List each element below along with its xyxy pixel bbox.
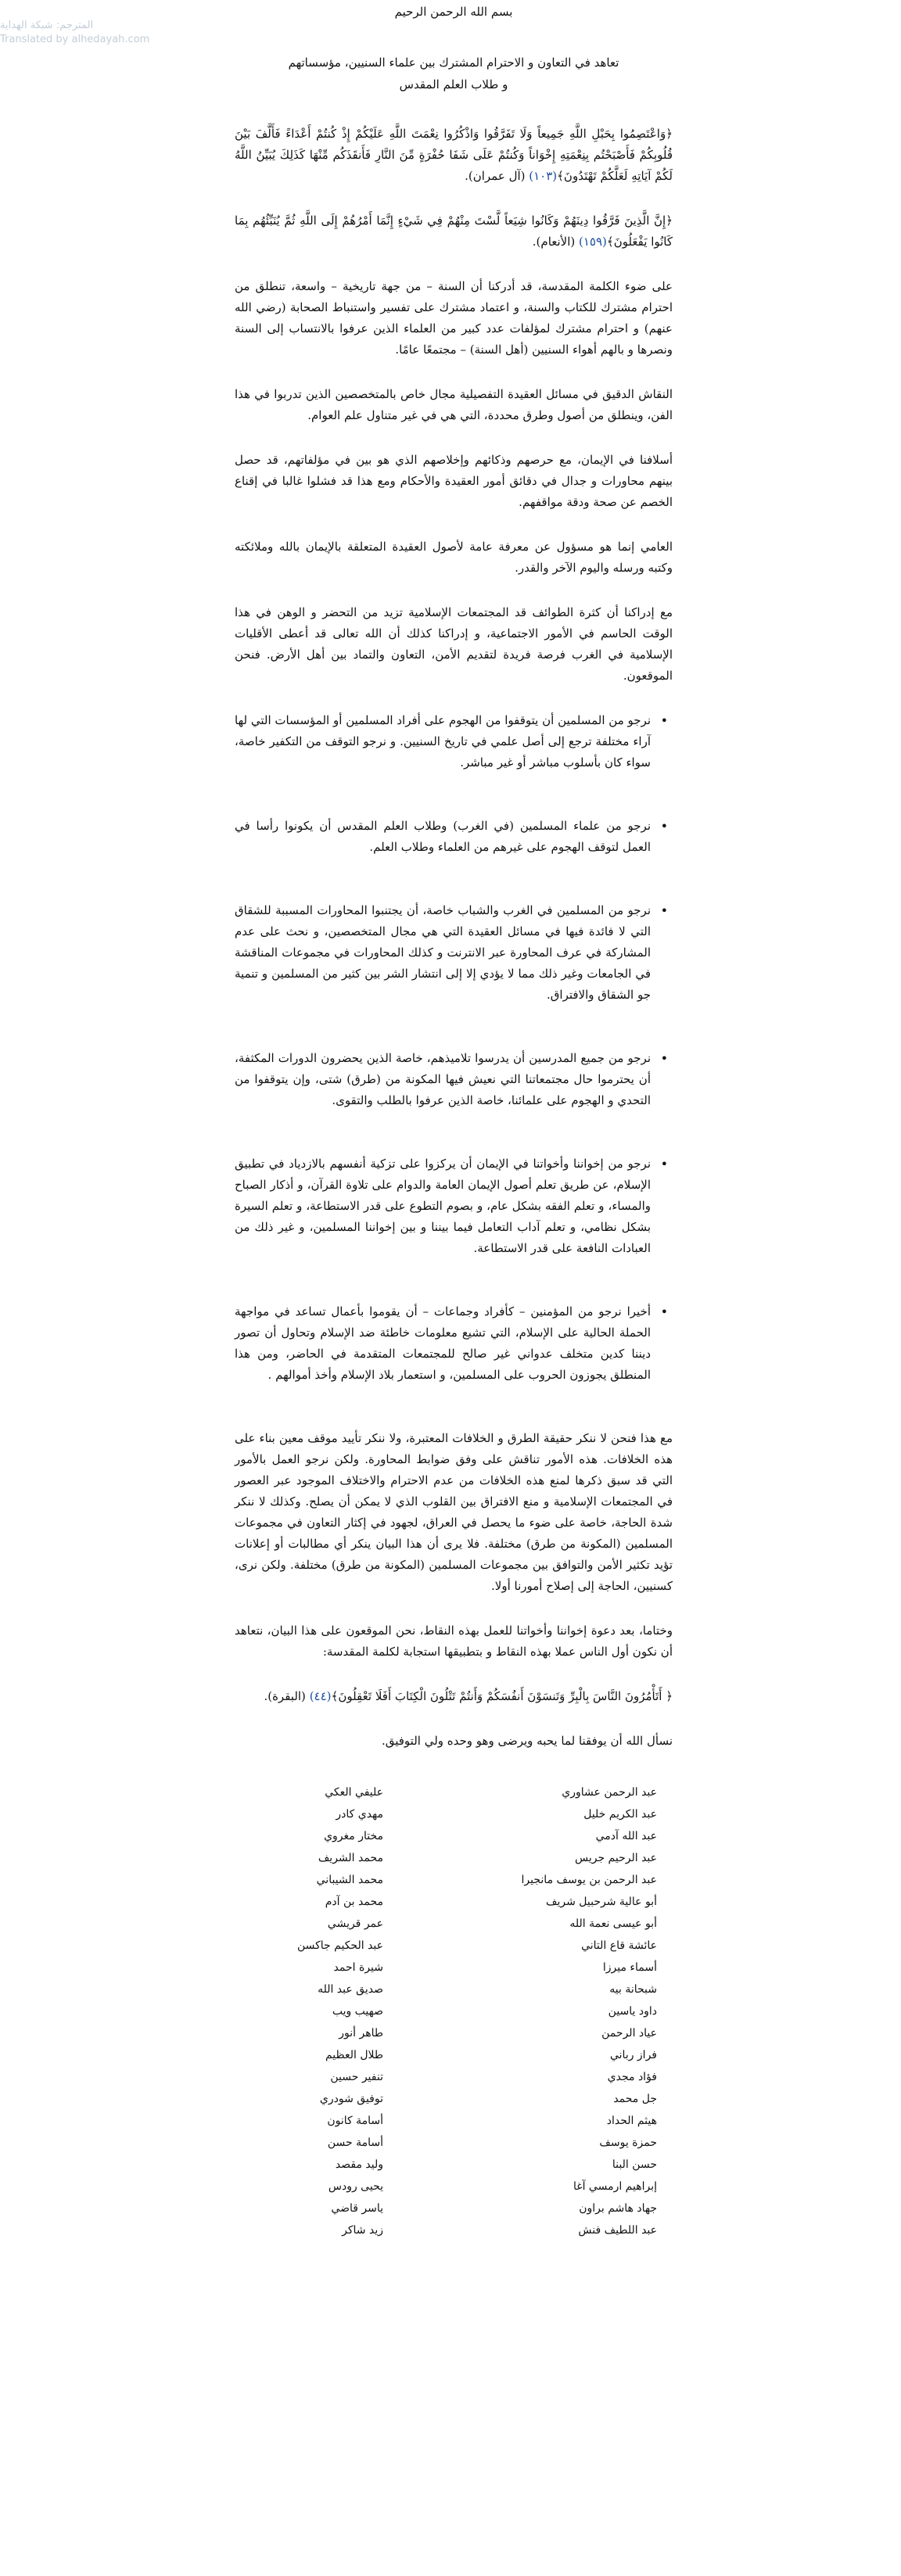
verse-number: (١٥٩) bbox=[579, 235, 607, 249]
signatory-name: عبد الرحمن بن يوسف مانجيرا bbox=[521, 1874, 657, 1886]
signatory-name: مختار مغروي bbox=[324, 1830, 383, 1842]
verse-number: (٤٤) bbox=[309, 1689, 332, 1703]
paragraph-5: مع إدراكنا أن كثرة الطوائف قد المجتمعات الإسلامية تزيد من التحضر و الوهن في هذا الوقت الحاسم في الأمور الاجتماعية، و إدراكنا كذلك أن الله تعالى قد أعطى الأقليات الإسلامية في الغرب فرصة فريدة لتقديم الأمن، التعاون والتماد بين أهل الأرض. فنحن الموقعون. bbox=[235, 605, 673, 683]
document-title bbox=[235, 52, 673, 95]
signatory-name: فؤاد مجدي bbox=[607, 2071, 657, 2083]
signatory-name: أسامة كانون bbox=[327, 2115, 383, 2127]
paragraph-2: النقاش الدقيق في مسائل العقيدة التفصيلية مجال خاص بالمتخصصين الذين تدربوا في هذا الفن، وينطلق من أصول وطرق محددة، التي هي في غير متناول علم العوام. bbox=[235, 387, 673, 422]
signatory-name: جل محمد bbox=[613, 2093, 657, 2105]
signatory-name: عبد الكريم خليل bbox=[583, 1808, 657, 1821]
signatory-name: أسماء ميرزا bbox=[602, 1961, 657, 1974]
document-body bbox=[235, 0, 673, 2241]
verse-text: ﴿وَاعْتَصِمُوا بِحَبْلِ اللَّهِ جَمِيعاً وَلَا تَفَرَّقُوا وَاذْكُرُوا نِعْمَتَ اللَّهِ عَلَيْكُمْ إِذْ كُنتُمْ أَعْدَاءً فَأَلَّفَ بَيْنَ قُلُوبِكُمْ فَأَصْبَحْتُم بِنِعْمَتِهِ إِخْوَاناً وَكُنتُمْ عَلَى شَفَا حُفْرَةٍ مِّنَ النَّارِ فَأَنقَذَكُم مِّنْهَا كَذَلِكَ يُبَيِّنُ اللَّهُ لَكُمْ آيَاتِهِ لَعَلَّكُمْ تَهْتَدُونَ﴾ bbox=[235, 127, 673, 183]
watermark-arabic: المترجم: شبكة الهداية bbox=[0, 20, 94, 31]
paragraph-1: على ضوء الكلمة المقدسة، قد أدركنا أن السنة – من جهة تاريخية – واسعة، تنطلق من احترام مشترك للكتاب والسنة، و اعتماد مشترك على تفسير واستنباط الصحابة (رضي الله عنهم) و احترام مشترك لمؤلفات عدد كبير من العلماء الذين عرفوا بالانتساب إلى السنة ونصرها و بالهم أهواء السنيين (أهل السنة) – مجتمعًا عامًا. bbox=[235, 279, 673, 357]
signatory-name: يحيى رودس bbox=[328, 2180, 383, 2193]
signatory-name: محمد الشريف bbox=[318, 1852, 383, 1864]
verse-number: (١٠٣) bbox=[529, 169, 558, 183]
title-line-1: تعاهد في التعاون و الاحترام المشترك بين علماء السنيين، مؤسساتهم bbox=[288, 56, 619, 70]
signatory-name: أبو عيسى نعمة الله bbox=[569, 1918, 657, 1930]
verse-text: ﴿ أَتَأْمُرُونَ النَّاسَ بِالْبِرِّ وَتَنسَوْنَ أَنفُسَكُمْ وَأَنتُمْ تَتْلُونَ الْكِتَابَ أَفَلَا تَعْقِلُونَ﴾ bbox=[331, 1689, 673, 1703]
paragraph-6: مع هذا فنحن لا ننكر حقيقة الطرق و الخلافات المعتبرة، ولا ننكر تأييد موقف معين بناء على هذه الخلافات. هذه الأمور تناقش على وفق ضوابط المحاورة. ولكن نرجو العمل بالأمور التي قد سبق ذكرها لمنع هذه الخلافات من عدم الاحترام والاختلاف الموجود عبر العصور في المجتمعات الإسلامية و منع الافتراق بين القلوب الذي لا يمكن أن يصلح. وكذلك لا ننكر شدة الحاجة، خاصة على ضوء ما يحصل في العراق، لجهود في إكثار التعاون في مجموعات المسلمين (المكونة من طرق) مختلفة. فلا يرى أن هذا البيان ينكر أي مطالبات أو إعلانات تؤيد تكثير الأمن والتوافق بين مجموعات المسلمين (المكونة من طرق) مختلفة. ولكن نرى، كسنيين، الحاجة إلى إصلاح أمورنا أولا. bbox=[235, 1431, 673, 1593]
paragraph-4: العامي إنما هو مسؤول عن معرفة عامة لأصول العقيدة المتعلقة بالإيمان بالله وملائكته وكتبه ورسله واليوم الآخر والقدر. bbox=[235, 540, 673, 575]
verse-text: ﴿إِنَّ الَّذِينَ فَرَّقُوا دِينَهُمْ وَكَانُوا شِيَعاً لَّسْتَ مِنْهُمْ فِي شَيْءٍ إِنَّمَا أَمْرُهُمْ إِلَى اللَّهِ ثُمَّ يُنَبِّئُهُم بِمَا كَانُوا يَفْعَلُونَ﴾ bbox=[235, 213, 673, 249]
signatory-name: داود ياسين bbox=[608, 2005, 657, 2018]
signatory-name: حمزة يوسف bbox=[599, 2137, 657, 2149]
signatory-name: أسامة حسن bbox=[327, 2137, 383, 2149]
signatory-name: عبد اللطيف فنش bbox=[578, 2224, 657, 2237]
signatory-name: عليفي العكي bbox=[325, 1786, 383, 1799]
paragraph-7: وختاما، بعد دعوة إخواننا وأخواتنا للعمل بهذه النقاط، نحن الموقعون على هذا البيان، نتعاهد أن نكون أول الناس عملا بهذه النقاط و بتطبيقها استجابة لكلمة المقدسة: bbox=[235, 1623, 673, 1659]
signatory-name: تنفير حسين bbox=[330, 2071, 383, 2083]
pledge-item: • نرجو من المسلمين في الغرب والشباب خاصة، أن يجتنبوا المحاورات المسببة للشقاق التي لا فائدة فيها في مسائل العقيدة التي هي مجال المتخصصين، و نحث على عدم المشاركة في عرف المحاورة عبر الانترنت و كذلك المحاورات في مجموعات المناقشة في الجامعات وغير ذلك مما لا يؤدي إلا إلى انتشار الشر بين كثير من المسلمين و تنمية جو الشقاق والافتراق. bbox=[235, 900, 673, 1006]
signatory-name: شبحانة بيه bbox=[609, 1983, 657, 1996]
verse-reference: (آل عمران). bbox=[465, 169, 529, 183]
signatory-name: صهيب ويب bbox=[332, 2005, 383, 2018]
signatory-name: صديق عبد الله bbox=[318, 1983, 383, 1996]
verse-al-baqarah bbox=[235, 1686, 673, 1707]
pledge-item: • نرجو من المسلمين أن يتوقفوا من الهجوم على أفراد المسلمين أو المؤسسات التي لها آراء مختلفة ترجع إلى أصل علمي في تاريخ السنيين. و نرجو التوقف من التكفير خاصة، سواء كان بأسلوب مباشر أو غير مباشر. bbox=[235, 710, 673, 773]
signatory-name: ياسر قاضي bbox=[331, 2202, 383, 2215]
pledge-item: • نرجو من جميع المدرسين أن يدرسوا تلاميذهم، خاصة الذين يحضرون الدورات المكثفة، أن يحترموا حال مجتمعاتنا التي نعيش فيها المكونة من (طرق) شتى، وإن يتوقفوا من التحدي و الهجوم على علمائنا، خاصة الذين عرفوا بالطلب والتقوى. bbox=[235, 1048, 673, 1111]
paragraph-3: أسلافنا في الإيمان، مع حرصهم وذكائهم وإخلاصهم الذي هو بين في مؤلفاتهم، قد حصل بينهم محاورات و جدال في دقائق أمور العقيدة والأحكام ومع هذا قد فشلوا غالبا في إقناع الخصم عن صحة ودقة مواقفهم. bbox=[235, 453, 673, 509]
signatory-name: طلال العظيم bbox=[325, 2049, 383, 2061]
signatory-name: وليد مقصد bbox=[335, 2158, 383, 2171]
signatory-name: عياد الرحمن bbox=[601, 2027, 657, 2040]
verse-reference: (البقرة). bbox=[264, 1689, 310, 1703]
verse-al-imran bbox=[235, 124, 673, 187]
signatories-column-right bbox=[469, 1781, 673, 2241]
signatory-name: محمد بن آدم bbox=[325, 1896, 383, 1908]
signatory-name: إبراهيم ارمسي آغا bbox=[573, 2180, 657, 2193]
watermark-english: Translated by alhedayah.com bbox=[0, 34, 150, 45]
signatory-name: زيد شاكر bbox=[342, 2224, 383, 2237]
translator-watermark bbox=[0, 19, 250, 47]
signatories-table bbox=[235, 1781, 673, 2241]
closing-prayer: نسأل الله أن يوفقنا لما يحبه ويرضى وهو وحده ولي التوفيق. bbox=[381, 1734, 673, 1748]
pledge-item: • نرجو من علماء المسلمين (في الغرب) وطلاب العلم المقدس أن يكونوا رأسا في العمل لتوقف الهجوم على غيرهم من العلماء وطلاب العلم. bbox=[235, 816, 673, 858]
verse-reference: (الأنعام). bbox=[532, 235, 580, 249]
title-line-2: و طلاب العلم المقدس bbox=[399, 77, 508, 91]
signatory-name: عبد الرحمن عشاوري bbox=[562, 1786, 657, 1799]
bismillah: بسم الله الرحمن الرحيم bbox=[394, 5, 513, 19]
pledge-list bbox=[235, 710, 673, 1386]
signatory-name: طاهر أنور bbox=[339, 2027, 383, 2040]
signatory-name: أبو عالية شرحبيل شريف bbox=[546, 1896, 657, 1908]
pledge-item: • أخيرا نرجو من المؤمنين – كأفراد وجماعات – أن يقوموا بأعمال تساعد في مواجهة الحملة الحالية على الإسلام، التي تشيع معلومات خاطئة ضد الإسلام وتحاول أن تصور ديننا كدين متخلف عدواني غير صالح للمجتمعات المتقدمة في الحاضر، ومن هذا المنطلق يجوزون الحروب على المسلمين، و استعمار بلاد الإسلام وأخذ أموالهم . bbox=[235, 1301, 673, 1386]
signatories-column-left bbox=[235, 1781, 438, 2241]
signatory-name: عبد الرحيم جريس bbox=[574, 1852, 657, 1864]
signatory-name: محمد الشيباني bbox=[316, 1874, 383, 1886]
verse-al-anam bbox=[235, 210, 673, 253]
signatory-name: شيرة احمد bbox=[333, 1961, 383, 1974]
signatory-name: عمر قريشي bbox=[327, 1918, 383, 1930]
signatory-name: عبد الله آدمي bbox=[595, 1830, 657, 1842]
signatory-name: فراز رباني bbox=[609, 2049, 657, 2061]
signatory-name: عائشة قاع التاني bbox=[581, 1939, 657, 1952]
signatory-name: هيثم الحداد bbox=[606, 2115, 657, 2127]
signatory-name: توفيق شودري bbox=[319, 2093, 383, 2105]
signatory-name: عبد الحكيم جاكسن bbox=[296, 1939, 383, 1952]
signatory-name: مهدي كادر bbox=[336, 1808, 383, 1821]
pledge-item: • نرجو من إخواننا وأخواتنا في الإيمان أن يركزوا على تزكية أنفسهم بالازدياد في تطبيق الإسلام، عن طريق تعلم أصول الإيمان العامة والدوام على تلاوة القرآن، و أذكار الصباح والمساء، و تعلم الفقه بشكل عام، و بصوم التطوع على قدر الاستطاعة، و تعلم السيرة بشكل نظامي، و تعلم آداب التعامل فيما بيننا و بين إخواننا المسلمين، و غير ذلك من العبادات النافعة على قدر الاستطاعة. bbox=[235, 1153, 673, 1259]
signatory-name: حسن البنا bbox=[612, 2158, 657, 2171]
signatory-name: جهاد هاشم براون bbox=[579, 2202, 657, 2215]
